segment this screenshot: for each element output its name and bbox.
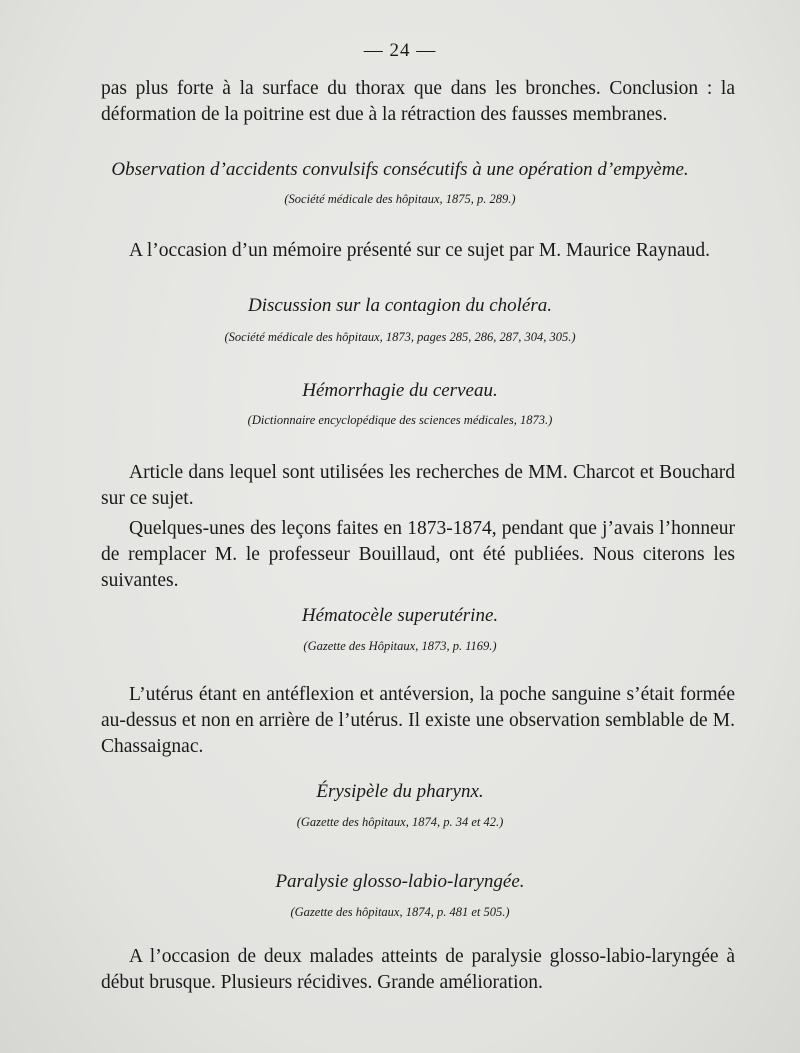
paragraph-raynaud: A l’occasion d’un mémoire présenté sur ce sujet par M. Maurice Raynaud. <box>129 240 711 261</box>
paragraph-uterus: L’utérus étant en antéflexion et antéversion, la poche sanguine s’était formée au-dessus et non en arrière de l’utérus. Il existe une observation semblable de M. Chassaignac. <box>101 684 735 757</box>
source-hematocele: (Gazette des Hôpitaux, 1873, p. 1169.) <box>303 639 497 653</box>
page-number: — 24 — <box>363 40 437 61</box>
source-empyeme: (Société médicale des hôpitaux, 1875, p. 289.) <box>284 192 516 206</box>
source-hemorrhagie: (Dictionnaire encyclopédique des sciences médicales, 1873.) <box>247 413 553 427</box>
title-empyeme: Observation d’accidents convulsifs consécutifs à une opération d’empyème. <box>111 159 689 180</box>
title-cholera: Discussion sur la contagion du choléra. <box>248 295 552 316</box>
title-erysipele: Érysipèle du pharynx. <box>316 781 484 802</box>
source-cholera: (Société médicale des hôpitaux, 1873, pages 285, 286, 287, 304, 305.) <box>224 330 576 344</box>
title-hemorrhagie: Hémorrhagie du cerveau. <box>302 380 498 401</box>
paragraph-malades: A l’occasion de deux malades atteints de paralysie glosso-labio-laryngée à début brusque. Plusieurs récidives. Grande amélioration. <box>101 946 735 993</box>
title-hematocele: Hématocèle superutérine. <box>301 605 499 626</box>
source-paralysie: (Gazette des hôpitaux, 1874, p. 481 et 505.) <box>290 905 510 919</box>
source-erysipele: (Gazette des hôpitaux, 1874, p. 34 et 42.) <box>296 815 504 829</box>
title-paralysie: Paralysie glosso-labio-laryngée. <box>275 871 525 892</box>
paragraph-thorax-conclusion: pas plus forte à la surface du thorax que dans les bronches. Conclusion : la déformation de la poitrine est due à la rétraction des fausses membranes. <box>101 78 735 125</box>
paragraph-lecons: Quelques-unes des leçons faites en 1873-1874, pendant que j’avais l’honneur de remplacer M. le professeur Bouillaud, ont été publiées. Nous citerons les suivantes. <box>101 518 735 591</box>
paragraph-charcot-bouchard: Article dans lequel sont utilisées les recherches de MM. Charcot et Bouchard sur ce sujet. <box>101 462 735 509</box>
